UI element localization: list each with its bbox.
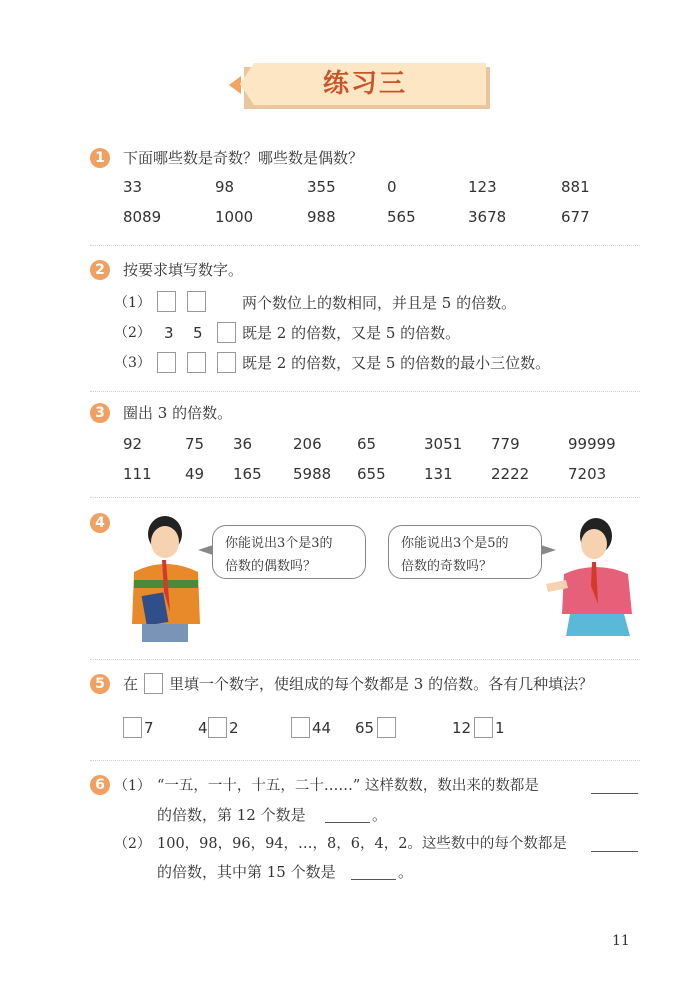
- digit: 2: [229, 719, 239, 737]
- number[interactable]: 5988: [293, 465, 332, 483]
- boy-illustration: [120, 512, 215, 644]
- number: 677: [561, 208, 590, 226]
- girl-illustration: [536, 514, 640, 640]
- number: 8089: [123, 208, 162, 226]
- number: 565: [387, 208, 416, 226]
- question-number-1: 1: [90, 148, 110, 168]
- answer-box[interactable]: [217, 352, 236, 373]
- q2-item1-label: （1）: [114, 295, 151, 311]
- boy-speech-bubble: [212, 525, 366, 579]
- answer-box[interactable]: [187, 291, 206, 312]
- q2-item3-text: 既是 2 的倍数，又是 5 的倍数的最小三位数。: [242, 354, 551, 372]
- answer-box[interactable]: [291, 717, 310, 738]
- divider: [90, 760, 640, 761]
- question-number-6: 6: [90, 775, 110, 795]
- answer-box[interactable]: [157, 291, 176, 312]
- number: 355: [307, 178, 336, 196]
- q6-item2-line1: 100，98，96，94，…，8，6，4，2。这些数中的每个数都是: [157, 836, 567, 852]
- number: 988: [307, 208, 336, 226]
- q2-item2-label: （2）: [114, 325, 151, 341]
- q3-prompt: 圈出 3 的倍数。: [123, 404, 233, 422]
- number[interactable]: 92: [123, 435, 143, 453]
- answer-box[interactable]: [208, 717, 227, 738]
- number: 123: [468, 178, 497, 196]
- answer-blank[interactable]: [591, 793, 638, 794]
- answer-box[interactable]: [157, 352, 176, 373]
- bubble-line: 倍数的偶数吗？: [225, 559, 317, 574]
- number: 3678: [468, 208, 507, 226]
- q2-item3-label: （3）: [114, 355, 151, 371]
- q6-item1-line1: “一五，一十，十五，二十……” 这样数数，数出来的数都是: [157, 778, 539, 794]
- bubble-line: 你能说出3个是3的: [225, 536, 333, 551]
- answer-box[interactable]: [377, 717, 396, 738]
- answer-box[interactable]: [474, 717, 493, 738]
- divider: [90, 497, 640, 498]
- digit: 5: [193, 324, 203, 342]
- number[interactable]: 7203: [568, 465, 607, 483]
- digit: 44: [312, 719, 332, 737]
- digit: 65: [355, 719, 375, 737]
- answer-box[interactable]: [217, 322, 236, 343]
- number[interactable]: 2222: [491, 465, 530, 483]
- number[interactable]: 655: [357, 465, 386, 483]
- answer-blank[interactable]: [591, 851, 638, 852]
- divider: [90, 245, 640, 246]
- question-number-3: 3: [90, 403, 110, 423]
- q6-item2-line2: 的倍数，其中第 15 个数是: [157, 863, 336, 881]
- number: 0: [387, 178, 397, 196]
- answer-box[interactable]: [123, 717, 142, 738]
- q2-item2-text: 既是 2 的倍数，又是 5 的倍数。: [242, 324, 461, 342]
- q2-item1-text: 两个数位上的数相同，并且是 5 的倍数。: [242, 294, 517, 312]
- number: 881: [561, 178, 590, 196]
- page-number: 11: [612, 933, 630, 949]
- number[interactable]: 111: [123, 465, 152, 483]
- page-title: 练习三: [322, 69, 407, 99]
- digit: 1: [495, 719, 505, 737]
- example-box: [144, 673, 163, 694]
- divider: [90, 391, 640, 392]
- answer-box[interactable]: [187, 352, 206, 373]
- number[interactable]: 75: [185, 435, 205, 453]
- digit: 12: [452, 719, 472, 737]
- digit: 4: [198, 719, 208, 737]
- q5-prompt-after: 里填一个数字，使组成的每个数都是 3 的倍数。各有几种填法？: [169, 675, 594, 693]
- answer-blank[interactable]: [351, 879, 396, 880]
- number[interactable]: 36: [233, 435, 253, 453]
- digit: 7: [144, 719, 154, 737]
- answer-blank[interactable]: [325, 822, 370, 823]
- number[interactable]: 3051: [424, 435, 463, 453]
- number[interactable]: 99999: [568, 435, 616, 453]
- bubble-line: 你能说出3个是5的: [401, 536, 509, 551]
- bubble-line: 倍数的奇数吗？: [401, 559, 493, 574]
- q2-prompt: 按要求填写数字。: [123, 261, 244, 279]
- number: 33: [123, 178, 143, 196]
- number[interactable]: 165: [233, 465, 262, 483]
- girl-speech-bubble: [388, 525, 542, 579]
- digit: 3: [164, 324, 174, 342]
- number[interactable]: 779: [491, 435, 520, 453]
- divider: [90, 659, 640, 660]
- q6-item1-label: （1）: [114, 778, 151, 794]
- question-number-5: 5: [90, 674, 110, 694]
- question-number-4: 4: [90, 513, 110, 533]
- question-number-2: 2: [90, 260, 110, 280]
- number[interactable]: 206: [293, 435, 322, 453]
- q1-prompt: 下面哪些数是奇数？哪些数是偶数？: [123, 149, 364, 167]
- q5-prompt-before: 在: [123, 675, 139, 693]
- number[interactable]: 65: [357, 435, 377, 453]
- number[interactable]: 131: [424, 465, 453, 483]
- q6-item1-line2: 的倍数，第 12 个数是: [157, 806, 306, 824]
- period: 。: [398, 863, 414, 881]
- number: 98: [215, 178, 235, 196]
- number: 1000: [215, 208, 254, 226]
- number[interactable]: 49: [185, 465, 205, 483]
- q6-item2-label: （2）: [114, 836, 151, 852]
- period: 。: [372, 806, 388, 824]
